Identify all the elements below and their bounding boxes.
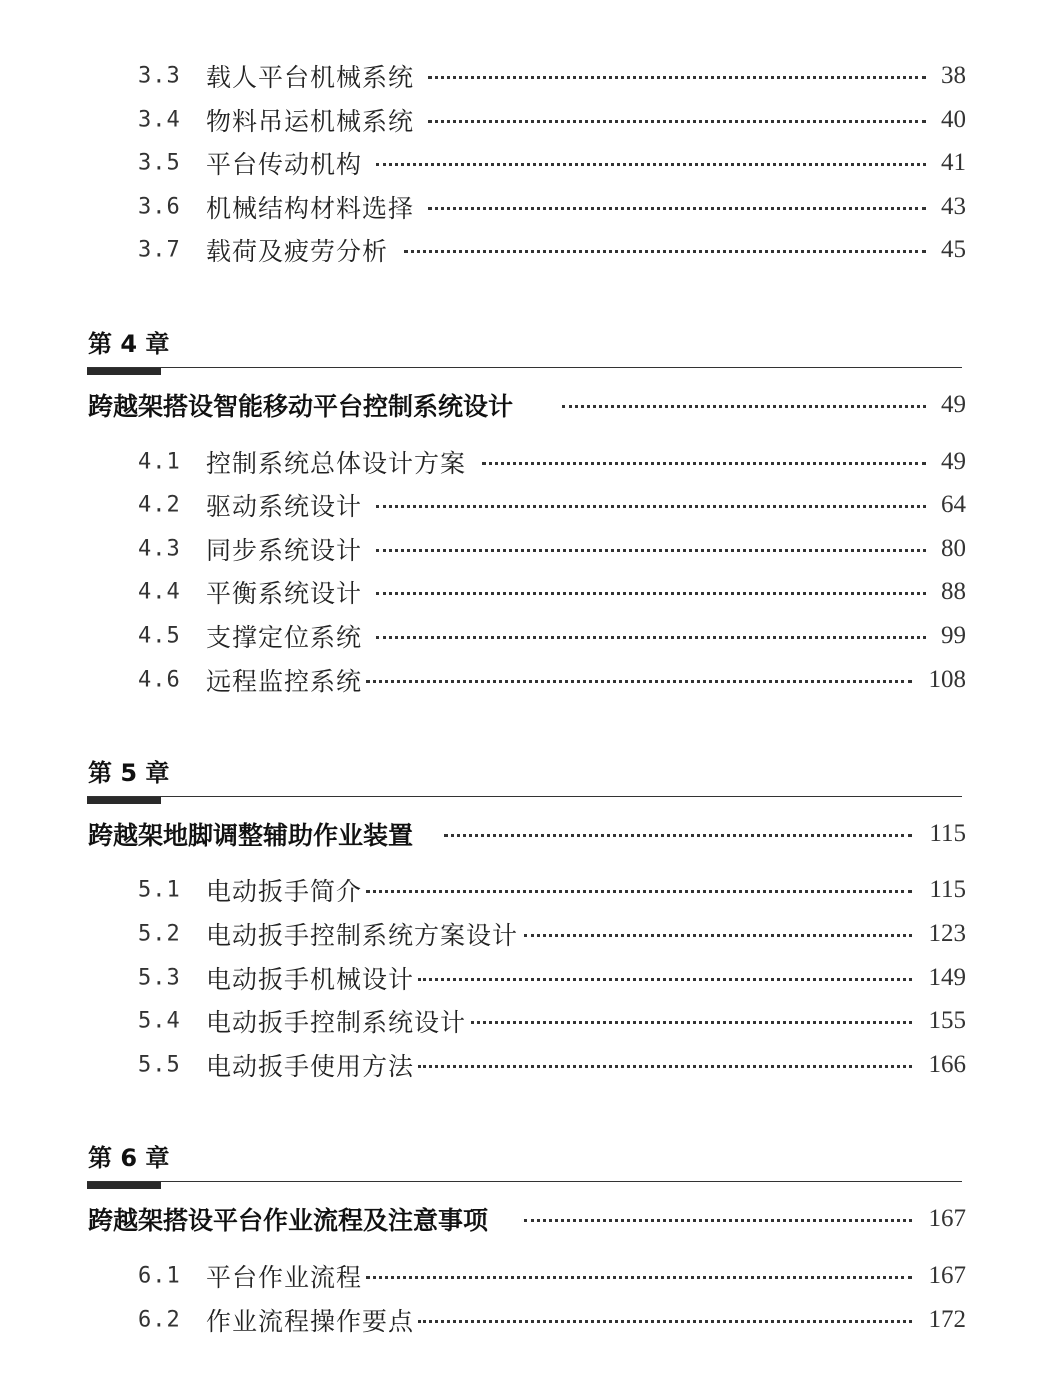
entry-title: 载人平台机械系统 bbox=[206, 63, 415, 92]
entry-number: 3.3 bbox=[138, 63, 181, 89]
entry-page: 38 bbox=[941, 62, 966, 89]
entry-number: 6.2 bbox=[138, 1307, 181, 1333]
entry-number: 3.7 bbox=[138, 237, 181, 263]
toc-entry[interactable] bbox=[0, 1300, 1046, 1340]
toc-entry[interactable] bbox=[0, 143, 1046, 183]
entry-title: 电动扳手控制系统设计 bbox=[206, 1008, 467, 1037]
entry-number: 5.1 bbox=[138, 877, 181, 903]
toc-entry[interactable] bbox=[0, 56, 1046, 96]
toc-entry[interactable] bbox=[0, 914, 1046, 954]
dot-leader bbox=[428, 76, 926, 79]
chapter-rule bbox=[87, 796, 962, 797]
entry-page: 155 bbox=[928, 1007, 966, 1034]
chapter-page: 115 bbox=[929, 820, 966, 847]
entry-title: 同步系统设计 bbox=[206, 536, 363, 565]
entry-page: 88 bbox=[941, 578, 966, 605]
chapter-heading: 第 4 章 bbox=[88, 330, 170, 358]
entry-number: 5.4 bbox=[138, 1008, 181, 1034]
entry-number: 5.5 bbox=[138, 1052, 181, 1078]
entry-number: 3.6 bbox=[138, 194, 181, 220]
chapter-title: 跨越架搭设智能移动平台控制系统设计 bbox=[88, 392, 514, 421]
entry-title: 机械结构材料选择 bbox=[206, 194, 415, 223]
entry-number: 4.2 bbox=[138, 492, 181, 518]
dot-leader bbox=[428, 207, 926, 210]
entry-title: 平衡系统设计 bbox=[206, 579, 363, 608]
entry-page: 40 bbox=[941, 106, 966, 133]
entry-page: 43 bbox=[941, 193, 966, 220]
toc-entry[interactable] bbox=[0, 572, 1046, 612]
dot-leader bbox=[418, 1320, 912, 1323]
toc-entry[interactable] bbox=[0, 660, 1046, 700]
entry-title: 控制系统总体设计方案 bbox=[206, 449, 467, 478]
dot-leader bbox=[418, 1065, 912, 1068]
entry-title: 远程监控系统 bbox=[206, 667, 363, 696]
toc-entry[interactable] bbox=[0, 870, 1046, 910]
entry-title: 平台作业流程 bbox=[206, 1263, 363, 1292]
chapter-page: 49 bbox=[941, 391, 966, 418]
entry-page: 149 bbox=[928, 964, 966, 991]
entry-title: 电动扳手简介 bbox=[206, 877, 363, 906]
toc-entry[interactable] bbox=[0, 100, 1046, 140]
entry-number: 5.3 bbox=[138, 965, 181, 991]
dot-leader bbox=[471, 1021, 912, 1024]
entry-page: 172 bbox=[928, 1306, 966, 1333]
entry-title: 作业流程操作要点 bbox=[206, 1307, 415, 1336]
entry-number: 4.1 bbox=[138, 449, 181, 475]
entry-number: 3.4 bbox=[138, 107, 181, 133]
toc-entry[interactable] bbox=[0, 442, 1046, 482]
toc-entry[interactable] bbox=[0, 1001, 1046, 1041]
dot-leader bbox=[376, 549, 926, 552]
chapter-rule-accent bbox=[87, 368, 161, 375]
entry-number: 4.6 bbox=[138, 667, 181, 693]
entry-title: 物料吊运机械系统 bbox=[206, 107, 415, 136]
dot-leader bbox=[418, 978, 912, 981]
entry-title: 电动扳手机械设计 bbox=[206, 965, 415, 994]
chapter-rule-accent bbox=[87, 1182, 161, 1189]
entry-title: 电动扳手使用方法 bbox=[206, 1052, 415, 1081]
dot-leader bbox=[366, 1276, 912, 1279]
entry-number: 5.2 bbox=[138, 921, 181, 947]
toc-entry[interactable] bbox=[0, 485, 1046, 525]
toc-entry[interactable] bbox=[0, 529, 1046, 569]
entry-page: 115 bbox=[929, 876, 966, 903]
entry-number: 4.4 bbox=[138, 579, 181, 605]
entry-number: 3.5 bbox=[138, 150, 181, 176]
dot-leader bbox=[562, 405, 926, 408]
toc-entry[interactable] bbox=[0, 616, 1046, 656]
chapter-heading: 第 5 章 bbox=[88, 759, 170, 787]
dot-leader bbox=[366, 890, 912, 893]
chapter-entry[interactable] bbox=[0, 1199, 1046, 1239]
entry-page: 49 bbox=[941, 448, 966, 475]
entry-page: 99 bbox=[941, 622, 966, 649]
entry-number: 6.1 bbox=[138, 1263, 181, 1289]
chapter-heading: 第 6 章 bbox=[88, 1144, 170, 1172]
entry-page: 45 bbox=[941, 236, 966, 263]
toc-entry[interactable] bbox=[0, 958, 1046, 998]
chapter-rule-accent bbox=[87, 797, 161, 804]
entry-title: 支撑定位系统 bbox=[206, 623, 363, 652]
chapter-title: 跨越架搭设平台作业流程及注意事项 bbox=[88, 1206, 489, 1235]
chapter-rule bbox=[87, 367, 962, 368]
dot-leader bbox=[376, 163, 926, 166]
toc-entry[interactable] bbox=[0, 230, 1046, 270]
entry-title: 电动扳手控制系统方案设计 bbox=[206, 921, 519, 950]
entry-page: 64 bbox=[941, 491, 966, 518]
dot-leader bbox=[376, 592, 926, 595]
chapter-page: 167 bbox=[928, 1205, 966, 1232]
dot-leader bbox=[376, 636, 926, 639]
entry-title: 载荷及疲劳分析 bbox=[206, 237, 389, 266]
entry-page: 80 bbox=[941, 535, 966, 562]
chapter-entry[interactable] bbox=[0, 385, 1046, 425]
entry-number: 4.5 bbox=[138, 623, 181, 649]
entry-page: 108 bbox=[928, 666, 966, 693]
dot-leader bbox=[482, 462, 926, 465]
entry-page: 166 bbox=[928, 1051, 966, 1078]
chapter-rule bbox=[87, 1181, 962, 1182]
entry-title: 平台传动机构 bbox=[206, 150, 363, 179]
entry-number: 4.3 bbox=[138, 536, 181, 562]
entry-title: 驱动系统设计 bbox=[206, 492, 363, 521]
chapter-title: 跨越架地脚调整辅助作业装置 bbox=[88, 821, 414, 850]
toc-entry[interactable] bbox=[0, 187, 1046, 227]
chapter-entry[interactable] bbox=[0, 814, 1046, 854]
dot-leader bbox=[524, 934, 912, 937]
entry-page: 123 bbox=[928, 920, 966, 947]
toc-entry[interactable] bbox=[0, 1256, 1046, 1296]
entry-page: 41 bbox=[941, 149, 966, 176]
dot-leader bbox=[428, 120, 926, 123]
dot-leader bbox=[404, 250, 926, 253]
dot-leader bbox=[366, 680, 912, 683]
toc-entry[interactable] bbox=[0, 1045, 1046, 1085]
dot-leader bbox=[524, 1219, 912, 1222]
dot-leader bbox=[444, 834, 912, 837]
entry-page: 167 bbox=[928, 1262, 966, 1289]
dot-leader bbox=[376, 505, 926, 508]
